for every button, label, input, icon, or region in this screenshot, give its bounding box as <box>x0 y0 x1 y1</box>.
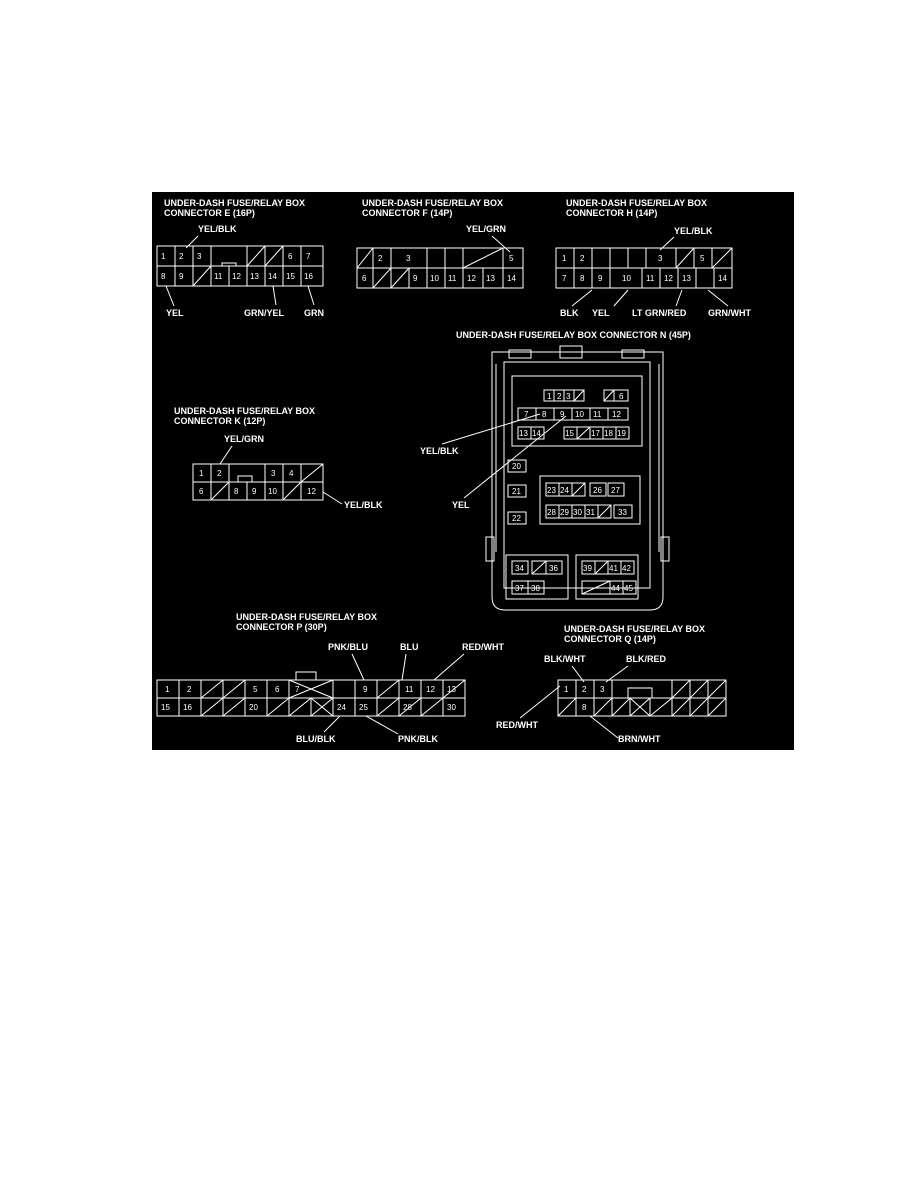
connector-n-pin: 33 <box>618 508 627 517</box>
connector-h-pin: 14 <box>718 274 727 283</box>
connector-n-pin: 3 <box>566 392 571 401</box>
connector-f-pin: 12 <box>467 274 476 283</box>
connector-n-pin: 7 <box>524 410 529 419</box>
connector-p-pin: 20 <box>249 703 258 712</box>
connector-h-pin: 1 <box>562 254 567 263</box>
wire-label-grn: GRN <box>304 308 324 318</box>
connector-n-pin: 1 <box>547 392 552 401</box>
connector-f-pin: 10 <box>430 274 439 283</box>
connector-k-pin: 2 <box>217 469 222 478</box>
connector-e-pin: 16 <box>304 272 313 281</box>
connector-k-pin: 1 <box>199 469 204 478</box>
connector-n-pin: 28 <box>547 508 556 517</box>
connector-q <box>496 624 726 744</box>
wire-label-blu-blk: BLU/BLK <box>296 734 336 744</box>
connector-p-pin: 28 <box>403 703 412 712</box>
connector-k-pin: 10 <box>268 487 277 496</box>
connector-f-pin: 11 <box>448 274 457 283</box>
connector-n-pin: 2 <box>557 392 562 401</box>
connector-q-pin: 8 <box>582 703 587 712</box>
connector-n-pin: 41 <box>609 564 618 573</box>
connector-n-pin: 37 <box>515 584 524 593</box>
connector-n-pin: 44 <box>611 584 620 593</box>
connector-p-pin: 24 <box>337 703 346 712</box>
connector-n-pin: 8 <box>542 410 547 419</box>
wire-label-blk-wht: BLK/WHT <box>544 654 586 664</box>
connector-e-pin: 6 <box>288 252 293 261</box>
connector-n-pin: 42 <box>622 564 631 573</box>
connector-n-pin: 31 <box>586 508 595 517</box>
connector-n-pin: 26 <box>593 486 602 495</box>
connector-k <box>174 406 383 510</box>
wire-label-pnk-blk: PNK/BLK <box>398 734 438 744</box>
connector-k-pin: 3 <box>271 469 276 478</box>
wire-label-yel-grn: YEL/GRN <box>466 224 507 234</box>
connector-p <box>157 612 504 744</box>
connector-diagram <box>152 192 794 750</box>
connector-h-title-1: UNDER-DASH FUSE/RELAY BOX <box>566 198 708 208</box>
connector-k-title-1: UNDER-DASH FUSE/RELAY BOX <box>174 406 316 416</box>
wire-label-yel-n: YEL <box>452 500 470 510</box>
connector-e-pin: 8 <box>161 272 166 281</box>
connector-n-title: UNDER-DASH FUSE/RELAY BOX CONNECTOR N (45P) <box>456 330 691 340</box>
connector-n-pin: 24 <box>560 486 569 495</box>
connector-e-title-1: UNDER-DASH FUSE/RELAY BOX <box>164 198 306 208</box>
wire-label-red-wht-p: RED/WHT <box>462 642 504 652</box>
connector-p-pin: 1 <box>165 685 170 694</box>
connector-h-pin: 10 <box>622 274 631 283</box>
connector-f-pin: 5 <box>509 254 514 263</box>
connector-f-pin: 9 <box>413 274 418 283</box>
wire-label-blu: BLU <box>400 642 419 652</box>
connector-p-title-2: CONNECTOR P (30P) <box>236 622 327 632</box>
connector-n-pin: 14 <box>532 429 541 438</box>
connector-p-pin: 2 <box>187 685 192 694</box>
wire-label-lt-grn-red: LT GRN/RED <box>632 308 687 318</box>
connector-e-pin: 14 <box>268 272 277 281</box>
connector-q-title-1: UNDER-DASH FUSE/RELAY BOX <box>564 624 706 634</box>
connector-e-pin: 1 <box>161 252 166 261</box>
wire-label-blk: BLK <box>560 308 579 318</box>
connector-n-pin: 22 <box>512 514 521 523</box>
connector-h-pin: 12 <box>664 274 673 283</box>
connector-e-pin: 9 <box>179 272 184 281</box>
connector-h <box>556 198 751 318</box>
connector-k-pin: 8 <box>234 487 239 496</box>
connector-e-pin: 3 <box>197 252 202 261</box>
connector-q-pin: 2 <box>582 685 587 694</box>
connector-k-title-2: CONNECTOR K (12P) <box>174 416 266 426</box>
connector-n-pin: 11 <box>593 410 602 419</box>
connector-e-title-2: CONNECTOR E (16P) <box>164 208 255 218</box>
connector-k-pin: 4 <box>289 469 294 478</box>
connector-n-pin: 34 <box>515 564 524 573</box>
connector-e-pin: 13 <box>250 272 259 281</box>
connector-h-pin: 11 <box>646 274 655 283</box>
connector-q-pin: 1 <box>564 685 569 694</box>
wire-label-yel: YEL <box>166 308 184 318</box>
connector-n-pin: 45 <box>624 584 633 593</box>
connector-f-pin: 6 <box>362 274 367 283</box>
wire-label-blk-red: BLK/RED <box>626 654 666 664</box>
wire-label-yel-blk: YEL/BLK <box>198 224 237 234</box>
connector-n-pin: 38 <box>531 584 540 593</box>
connector-e-pin: 2 <box>179 252 184 261</box>
connector-f <box>357 198 523 288</box>
connector-n-pin: 27 <box>611 486 620 495</box>
connector-p-pin: 15 <box>161 703 170 712</box>
connector-f-pin: 2 <box>378 254 383 263</box>
connector-p-pin: 13 <box>447 685 456 694</box>
connector-k-pin: 9 <box>252 487 257 496</box>
connector-n <box>420 330 691 610</box>
connector-n-pin: 29 <box>560 508 569 517</box>
wire-label-pnk-blu: PNK/BLU <box>328 642 368 652</box>
connector-h-pin: 13 <box>682 274 691 283</box>
connector-n-pin: 36 <box>549 564 558 573</box>
connector-n-pin: 6 <box>619 392 624 401</box>
connector-n-pin: 21 <box>512 487 521 496</box>
connector-n-pin: 23 <box>547 486 556 495</box>
connector-p-title-1: UNDER-DASH FUSE/RELAY BOX <box>236 612 378 622</box>
connector-k-pin: 6 <box>199 487 204 496</box>
connector-q-title-2: CONNECTOR Q (14P) <box>564 634 656 644</box>
connector-p-pin: 12 <box>426 685 435 694</box>
connector-f-pin: 3 <box>406 254 411 263</box>
connector-h-pin: 5 <box>700 254 705 263</box>
connector-n-pin: 15 <box>565 429 574 438</box>
connector-p-pin: 5 <box>253 685 258 694</box>
connector-f-title-1: UNDER-DASH FUSE/RELAY BOX <box>362 198 504 208</box>
wire-label-yel-grn-k: YEL/GRN <box>224 434 265 444</box>
diagram-panel <box>152 192 794 750</box>
wire-label-red-wht-q: RED/WHT <box>496 720 538 730</box>
connector-h-pin: 8 <box>580 274 585 283</box>
connector-h-pin: 2 <box>580 254 585 263</box>
wire-label-grn-wht: GRN/WHT <box>708 308 751 318</box>
connector-e <box>157 198 324 318</box>
connector-p-pin: 9 <box>363 685 368 694</box>
connector-p-pin: 30 <box>447 703 456 712</box>
connector-p-pin: 11 <box>405 685 414 694</box>
connector-k-pin: 12 <box>307 487 316 496</box>
wire-label-yel-blk-k: YEL/BLK <box>344 500 383 510</box>
connector-e-pin: 15 <box>286 272 295 281</box>
connector-n-pin: 9 <box>560 410 565 419</box>
connector-n-pin: 10 <box>575 410 584 419</box>
connector-h-pin: 3 <box>658 254 663 263</box>
connector-f-pin: 14 <box>507 274 516 283</box>
connector-p-pin: 7 <box>295 685 300 694</box>
connector-p-pin: 6 <box>275 685 280 694</box>
connector-e-pin: 7 <box>306 252 311 261</box>
connector-p-pin: 25 <box>359 703 368 712</box>
connector-h-pin: 7 <box>562 274 567 283</box>
connector-n-pin: 39 <box>583 564 592 573</box>
wire-label-yel-blk-h: YEL/BLK <box>674 226 713 236</box>
connector-f-title-2: CONNECTOR F (14P) <box>362 208 453 218</box>
connector-e-pin: 12 <box>232 272 241 281</box>
connector-p-pin: 16 <box>183 703 192 712</box>
connector-n-pin: 20 <box>512 462 521 471</box>
connector-q-pin: 3 <box>600 685 605 694</box>
connector-n-pin: 18 <box>604 429 613 438</box>
connector-h-pin: 9 <box>598 274 603 283</box>
connector-e-pin: 11 <box>214 272 223 281</box>
wire-label-grn-yel: GRN/YEL <box>244 308 285 318</box>
connector-h-title-2: CONNECTOR H (14P) <box>566 208 658 218</box>
connector-n-pin: 30 <box>573 508 582 517</box>
connector-n-pin: 13 <box>519 429 528 438</box>
wire-label-yel-blk-n: YEL/BLK <box>420 446 459 456</box>
connector-n-pin: 17 <box>591 429 600 438</box>
connector-n-pin: 12 <box>612 410 621 419</box>
wire-label-yel-h: YEL <box>592 308 610 318</box>
connector-n-pin: 19 <box>617 429 626 438</box>
connector-f-pin: 13 <box>486 274 495 283</box>
wire-label-brn-wht: BRN/WHT <box>618 734 661 744</box>
